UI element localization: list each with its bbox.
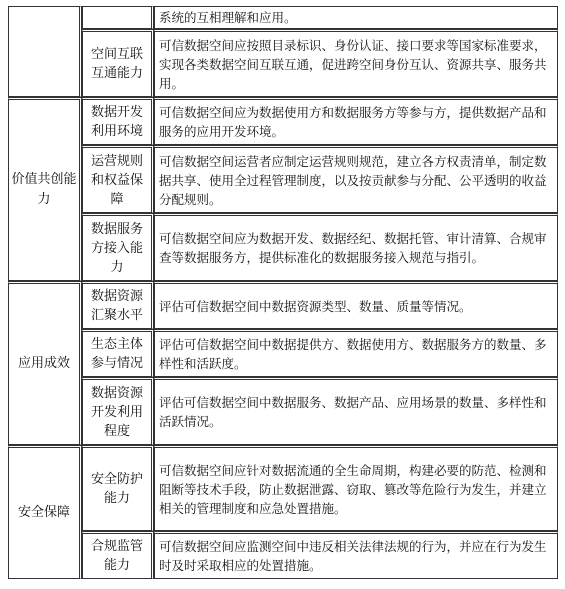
subitem-cell: 数据开发利用环境 (82, 97, 154, 145)
table-row (8, 145, 558, 213)
description-cell: 可信数据空间应为数据开发、数据经纪、数据托管、审计清算、合规审查等数据服务方，提供标准化的数据服务接入规范与指引。 (154, 213, 558, 281)
subitem-cell: 运营规则和权益保障 (82, 145, 154, 213)
subitem-cell: 合规监管能力 (82, 531, 154, 579)
table-row (8, 445, 558, 531)
description-cell: 可信数据空间应为数据使用方和数据服务方等参与方，提供数据产品和服务的应用开发环境。 (154, 97, 558, 145)
table-row (8, 531, 558, 579)
description-cell: 可信数据空间应监测空间中违反相关法律法规的行为，并应在行为发生时及时采取相应的处置措施。 (154, 531, 558, 579)
evaluation-table (8, 6, 558, 579)
subitem-cell (82, 6, 154, 29)
table-row (8, 281, 558, 329)
description-cell: 评估可信数据空间中数据资源类型、数量、质量等情况。 (154, 281, 558, 329)
description-cell: 可信数据空间应按照目录标识、身份认证、接口要求等国家标准要求，实现各类数据空间互联互通，促进跨空间身份互认、资源共享、服务共用。 (154, 29, 558, 97)
category-cell: 安全保障 (8, 445, 82, 579)
description-cell: 系统的互相理解和应用。 (154, 6, 558, 29)
subitem-cell: 数据资源开发利用程度 (82, 377, 154, 445)
category-cell: 价值共创能力 (8, 97, 82, 281)
description-cell: 可信数据空间应针对数据流通的全生命周期，构建必要的防范、检测和阻断等技术手段，防止数据泄露、窃取、篡改等危险行为发生，并建立相关的管理制度和应急处置措施。 (154, 445, 558, 531)
description-cell: 可信数据空间运营者应制定运营规则规范，建立各方权责清单，制定数据共享、使用全过程管理制度，以及按贡献参与分配、公平透明的收益分配规则。 (154, 145, 558, 213)
table-row (8, 97, 558, 145)
table-row (8, 377, 558, 445)
description-cell: 评估可信数据空间中数据提供方、数据使用方、数据服务方的数量、多样性和活跃度。 (154, 329, 558, 377)
subitem-cell: 生态主体参与情况 (82, 329, 154, 377)
description-cell: 评估可信数据空间中数据服务、数据产品、应用场景的数量、多样性和活跃情况。 (154, 377, 558, 445)
subitem-cell: 数据服务方接入能力 (82, 213, 154, 281)
table-row (8, 29, 558, 97)
subitem-cell: 安全防护能力 (82, 445, 154, 531)
subitem-cell: 空间互联互通能力 (82, 29, 154, 97)
table-row (8, 6, 558, 29)
table-row (8, 329, 558, 377)
category-cell (8, 6, 82, 97)
subitem-cell: 数据资源汇聚水平 (82, 281, 154, 329)
table-row (8, 213, 558, 281)
category-cell: 应用成效 (8, 281, 82, 445)
